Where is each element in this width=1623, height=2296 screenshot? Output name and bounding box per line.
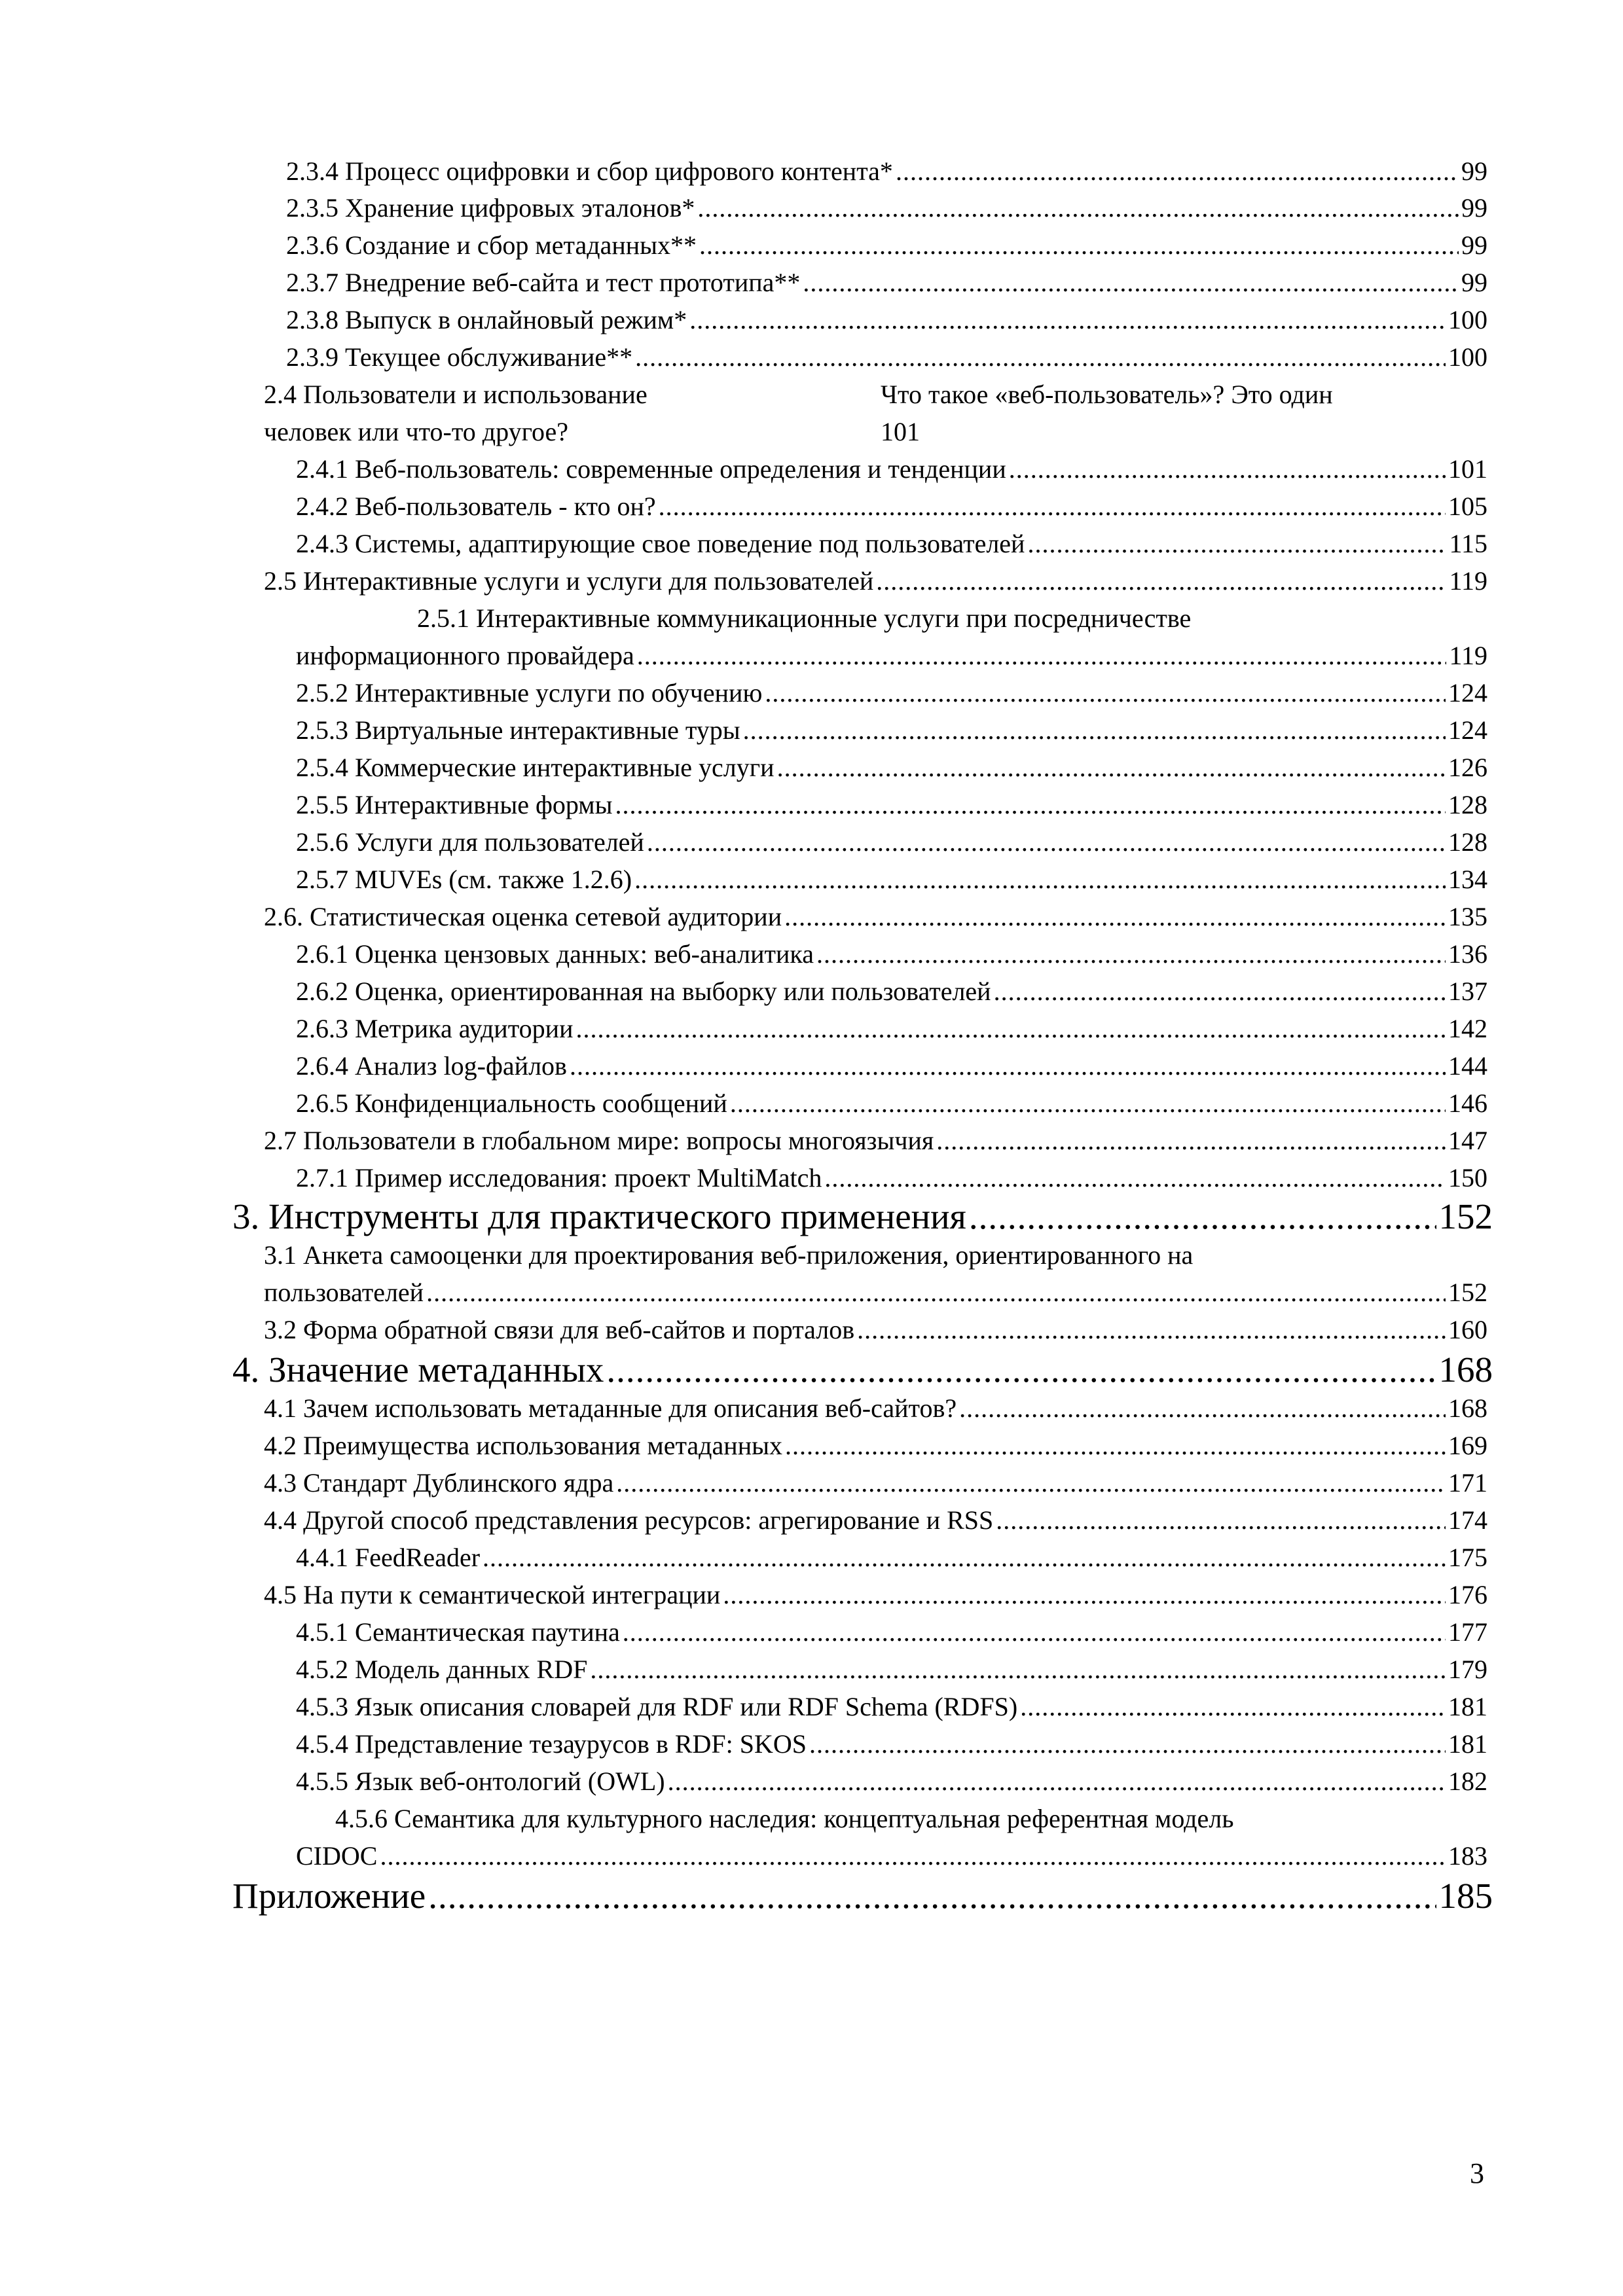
toc-entry-4-5[interactable]: 4.5 На пути к семантической интеграции ..... 176 — [264, 1579, 1487, 1611]
toc-entry-4-5-6[interactable]: CIDOC ..... 183 — [296, 1840, 1487, 1873]
toc-entry-2-3-9[interactable]: 2.3.9 Текущее обслуживание** ..... 100 — [286, 341, 1487, 374]
toc-entry-4-5-6-line1[interactable]: 4.5.6 Семантика для культурного наследия: концептуальная референтная модель — [335, 1804, 1234, 1833]
toc-chapter-4[interactable]: 4. Значение метаданных ..... 168 — [232, 1350, 1493, 1390]
toc-entry-4-5-2[interactable]: 4.5.2 Модель данных RDF ..... 179 — [296, 1653, 1487, 1686]
toc-entry-2-5-5[interactable]: 2.5.5 Интерактивные формы ..... 128 — [296, 789, 1487, 821]
toc-entry-4-3[interactable]: 4.3 Стандарт Дублинского ядра ..... 171 — [264, 1467, 1487, 1499]
toc-entry-2-5-1[interactable]: информационного провайдера ..... 119 — [296, 639, 1487, 672]
toc-appendix[interactable]: Приложение ..... 185 — [232, 1876, 1493, 1916]
toc-entry-2-4-left-line1[interactable]: 2.4 Пользователи и использование — [264, 380, 647, 409]
toc-entry-2-5-4[interactable]: 2.5.4 Коммерческие интерактивные услуги ..... 126 — [296, 751, 1487, 784]
toc-entry-2-4-3[interactable]: 2.4.3 Системы, адаптирующие свое поведение под пользователей ..... 115 — [296, 528, 1487, 560]
toc-entry-2-6-2[interactable]: 2.6.2 Оценка, ориентированная на выборку или пользователей ..... 137 — [296, 975, 1487, 1008]
toc-entry-2-7[interactable]: 2.7 Пользователи в глобальном мире: вопросы многоязычия ..... 147 — [264, 1124, 1487, 1157]
toc-entry-2-5[interactable]: 2.5 Интерактивные услуги и услуги для пользователей ..... 119 — [264, 565, 1487, 598]
toc-entry-2-4-left-line2[interactable]: человек или что-то другое? — [264, 417, 569, 446]
toc-entry-4-4[interactable]: 4.4 Другой способ представления ресурсов: агрегирование и RSS ..... 174 — [264, 1504, 1487, 1537]
toc-entry-2-7-1[interactable]: 2.7.1 Пример исследования: проект MultiMatch ..... 150 — [296, 1162, 1487, 1194]
toc-entry-2-3-7[interactable]: 2.3.7 Внедрение веб-сайта и тест прототипа** ..... 99 — [286, 266, 1487, 299]
toc-entry-4-4-1[interactable]: 4.4.1 FeedReader ..... 175 — [296, 1541, 1487, 1574]
toc-entry-2-5-7[interactable]: 2.5.7 MUVEs (см. также 1.2.6) ..... 134 — [296, 863, 1487, 896]
toc-entry-3-2[interactable]: 3.2 Форма обратной связи для веб-сайтов и порталов ..... 160 — [264, 1314, 1487, 1346]
toc-entry-4-5-5[interactable]: 4.5.5 Язык веб-онтологий (OWL) ..... 182 — [296, 1765, 1487, 1798]
toc-entry-2-5-6[interactable]: 2.5.6 Услуги для пользователей ..... 128 — [296, 826, 1487, 859]
toc-entry-4-5-4[interactable]: 4.5.4 Представление тезаурусов в RDF: SKOS ..... 181 — [296, 1728, 1487, 1761]
toc-entry-2-5-2[interactable]: 2.5.2 Интерактивные услуги по обучению ..... 124 — [296, 677, 1487, 709]
toc-entry-2-3-5[interactable]: 2.3.5 Хранение цифровых эталонов* ..... 99 — [286, 192, 1487, 224]
toc-entry-2-4-right-line1[interactable]: Что такое «веб-пользователь»? Это один — [881, 380, 1333, 409]
toc-entry-2-5-3[interactable]: 2.5.3 Виртуальные интерактивные туры ..... 124 — [296, 714, 1487, 747]
toc-entry-2-6-5[interactable]: 2.6.5 Конфиденциальность сообщений ..... 146 — [296, 1087, 1487, 1120]
toc-entry-2-5-1-line1[interactable]: 2.5.1 Интерактивные коммуникационные услуги при посредничестве — [417, 603, 1192, 633]
toc-entry-2-6-1[interactable]: 2.6.1 Оценка цензовых данных: веб-аналитика ..... 136 — [296, 938, 1487, 971]
toc-entry-4-5-3[interactable]: 4.5.3 Язык описания словарей для RDF или RDF Schema (RDFS) ..... 181 — [296, 1691, 1487, 1723]
toc-entry-2-3-4[interactable]: 2.3.4 Процесс оцифровки и сбор цифрового контента* ..... 99 — [286, 155, 1487, 188]
toc-entry-4-2[interactable]: 4.2 Преимущества использования метаданных ..... 169 — [264, 1429, 1487, 1462]
toc-entry-2-6-3[interactable]: 2.6.3 Метрика аудитории ..... 142 — [296, 1013, 1487, 1045]
toc-entry-2-6[interactable]: 2.6. Статистическая оценка сетевой аудитории ..... 135 — [264, 901, 1487, 933]
toc-entry-2-4-page: 101 — [881, 417, 920, 446]
toc-chapter-3[interactable]: 3. Инструменты для практического применения ..... 152 — [232, 1196, 1493, 1237]
toc-entry-3-1[interactable]: пользователей ..... 152 — [264, 1276, 1487, 1309]
toc-entry-2-3-6[interactable]: 2.3.6 Создание и сбор метаданных** ..... 99 — [286, 229, 1487, 262]
toc-entry-3-1-line1[interactable]: 3.1 Анкета самооценки для проектирования веб-приложения, ориентированного на — [264, 1240, 1194, 1270]
toc-entry-2-4-2[interactable]: 2.4.2 Веб-пользователь - кто он? ..... 105 — [296, 490, 1487, 523]
toc-entry-2-3-8[interactable]: 2.3.8 Выпуск в онлайновый режим* ..... 100 — [286, 304, 1487, 336]
toc-entry-2-6-4[interactable]: 2.6.4 Анализ log-файлов ..... 144 — [296, 1050, 1487, 1083]
toc-entry-4-5-1[interactable]: 4.5.1 Семантическая паутина ..... 177 — [296, 1616, 1487, 1649]
toc-entry-2-4-1[interactable]: 2.4.1 Веб-пользователь: современные определения и тенденции ..... 101 — [296, 453, 1487, 486]
page-number: 3 — [1470, 2157, 1484, 2189]
toc-entry-4-1[interactable]: 4.1 Зачем использовать метаданные для описания веб-сайтов? ..... 168 — [264, 1392, 1487, 1425]
